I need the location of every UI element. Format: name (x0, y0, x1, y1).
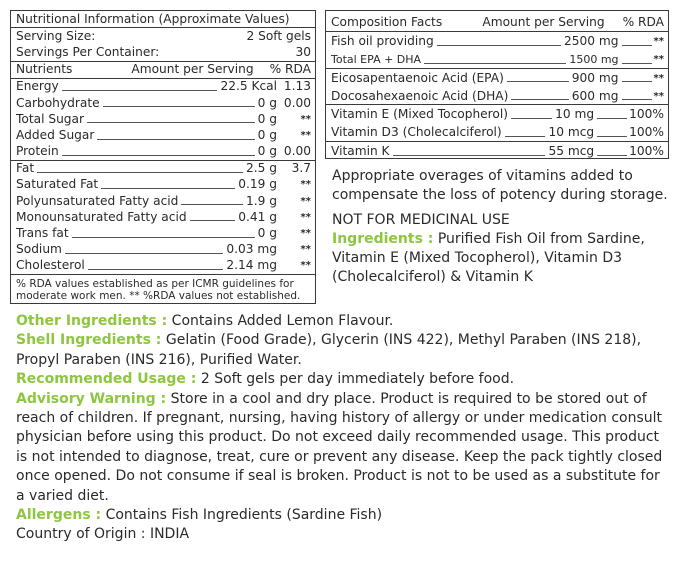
serving-size-value: 2 Soft gels (246, 28, 311, 43)
composition-title: Composition Facts (331, 15, 443, 30)
nutrient-name: Protein (16, 144, 59, 159)
nutrient-rda: 3.7 (291, 161, 311, 176)
other-ingredients-label: Other Ingredients : (16, 313, 168, 329)
country-of-origin: Country of Origin : INDIA (16, 526, 190, 543)
composition-col-amount: Amount per Serving (482, 15, 605, 30)
warning-text: Store in a cool and dry place. Product is required to be stored out of reach of children. If pregnant, nursing, having history of allergy or under medication consult physician before using this product. Do not exceed daily recommended usage. This product is not intended to diagnose, treat, cure or prevent any disease. Keep the pack tightly closed once opened. Do not consume if seal is broken. Product is not to be used as a substitute for a varied diet. (16, 390, 663, 504)
nutrition-row (11, 127, 315, 143)
nutrient-name: Added Sugar (16, 127, 95, 142)
leader-line (622, 63, 652, 64)
leader-line (437, 45, 561, 46)
nutrient-name: Sodium (16, 242, 62, 257)
leader-line (62, 155, 255, 156)
composition-rda: ** (653, 72, 664, 84)
serving-size-label: Serving Size: (16, 28, 96, 43)
warning-label: Advisory Warning : (16, 390, 167, 407)
composition-name: Total EPA + DHA (331, 53, 422, 66)
shell-ingredients-paragraph (16, 331, 668, 370)
nutrient-rda: ** (300, 228, 311, 240)
nutrition-title (11, 11, 315, 27)
nutrient-amount: 0 g (257, 95, 277, 110)
nutrition-row (11, 79, 315, 95)
composition-facts-table (325, 10, 669, 159)
allergens-paragraph (16, 506, 668, 525)
nutrient-rda: ** (300, 113, 311, 125)
composition-row (326, 69, 668, 87)
nutrient-rda: 0.00 (283, 144, 311, 159)
nutrient-name: Polyunsaturated Fatty acid (16, 193, 179, 208)
leader-line (190, 220, 236, 221)
ingredients-paragraph (332, 230, 672, 287)
servings-label: Servings Per Container: (16, 44, 160, 59)
nutrient-amount: 0 g (257, 127, 277, 142)
nutrient-amount: 22.5 Kcal (220, 79, 277, 94)
composition-amount: 10 mcg (548, 125, 595, 140)
composition-notes (332, 167, 672, 287)
warning-paragraph (16, 390, 668, 506)
nutrient-amount: 0.19 g (238, 177, 277, 192)
nutrition-row (11, 95, 315, 111)
usage-paragraph (16, 370, 668, 389)
nutrient-amount: 0 g (257, 111, 277, 126)
nutrient-name: Carbohydrate (16, 95, 100, 110)
nutrient-rda: ** (300, 129, 311, 141)
nutrition-row (11, 111, 315, 127)
shell-ingredients-label: Shell Ingredients : (16, 332, 162, 349)
leader-line (511, 118, 552, 119)
composition-rda: ** (653, 90, 664, 102)
leader-line (597, 118, 627, 119)
nutrient-name: Monounsaturated Fatty acid (16, 209, 187, 224)
composition-name: Vitamin D3 (Cholecalciferol) (331, 125, 502, 140)
leader-line (622, 81, 652, 82)
nutrient-amount: 1.9 g (246, 193, 277, 208)
composition-row (326, 32, 668, 50)
composition-header-row (326, 11, 668, 32)
nutrition-footnote: % RDA values established as per ICMR guidelines for moderate work men. ** %RDA values not established. (16, 278, 301, 302)
col-amount: Amount per Serving (131, 62, 254, 77)
servings-value: 30 (295, 44, 311, 59)
nutrient-name: Cholesterol (16, 258, 85, 273)
allergens-text: Contains Fish Ingredients (Sardine Fish) (101, 507, 383, 524)
nutrition-row (11, 193, 315, 209)
composition-amount: 55 mcg (548, 143, 595, 158)
leader-line (622, 45, 652, 46)
serving-size-row (11, 28, 315, 44)
nutrition-row (11, 144, 315, 161)
leader-line (88, 269, 224, 270)
composition-rda: ** (653, 36, 664, 48)
leader-line (97, 139, 254, 140)
composition-row (326, 142, 668, 160)
usage-text: 2 Soft gels per day immediately before food. (196, 371, 515, 388)
nutrient-name: Total Sugar (16, 111, 85, 126)
col-rda: % RDA (269, 62, 311, 77)
other-ingredients-paragraph (16, 312, 668, 331)
nutrition-title-text: Nutritional Information (Approximate Values) (16, 11, 290, 26)
leader-line (597, 136, 627, 137)
nutrient-rda: 0.00 (283, 95, 311, 110)
nutrient-name: Trans fat (16, 226, 69, 241)
leader-line (65, 253, 223, 254)
leader-line (101, 188, 235, 189)
product-details (16, 312, 668, 545)
leader-line (103, 106, 255, 107)
composition-rda: ** (653, 54, 664, 65)
composition-name: Docosahexaenoic Acid (DHA) (331, 88, 509, 103)
composition-amount: 10 mg (555, 107, 595, 122)
usage-label: Recommended Usage : (16, 371, 197, 388)
composition-row (326, 86, 668, 105)
leader-line (511, 99, 568, 100)
nutrient-rda: ** (300, 179, 311, 191)
nutrient-name: Saturated Fat (16, 177, 99, 192)
leader-line (505, 136, 546, 137)
nutrient-rda: ** (300, 211, 311, 223)
nutrition-row (11, 258, 315, 275)
ingredients-text: Purified Fish Oil from Sardine, Vitamin E (Mixed Tocopherol), Vitamin D3 (Cholecalciferol) & Vitamin K (332, 231, 645, 285)
nutrient-name: Energy (16, 79, 59, 94)
nutrient-amount: 0.41 g (238, 209, 277, 224)
composition-amount: 900 mg (571, 70, 619, 85)
nutrition-row (11, 225, 315, 241)
composition-amount: 600 mg (571, 88, 619, 103)
composition-amount: 2500 mg (564, 34, 619, 49)
leader-line (424, 63, 566, 64)
leader-line (62, 90, 218, 91)
nutrient-rda: ** (300, 244, 311, 256)
leader-line (507, 81, 569, 82)
composition-amount: 1500 mg (569, 53, 619, 66)
nutrition-facts-table (10, 10, 316, 304)
nutrient-amount: 2.5 g (246, 161, 277, 176)
nutrient-amount: 0.03 mg (226, 242, 277, 257)
shell-ingredients-text: Gelatin (Food Grade), Glycerin (INS 422), Methyl Paraben (INS 218), Propyl Paraben (INS 216), Purified Water. (16, 332, 642, 368)
nutrition-row (11, 209, 315, 225)
leader-line (87, 122, 255, 123)
nutrient-rda: 1.13 (283, 79, 311, 94)
servings-row (11, 44, 315, 60)
nutrition-row (11, 242, 315, 258)
composition-rda: 100% (629, 143, 664, 158)
composition-name: Vitamin K (331, 143, 390, 158)
nutrition-row (11, 177, 315, 193)
composition-rda: 100% (629, 107, 664, 122)
ingredients-label: Ingredients : (332, 231, 434, 247)
leader-line (181, 204, 243, 205)
leader-line (597, 155, 627, 156)
composition-name: Vitamin E (Mixed Tocopherol) (331, 107, 509, 122)
composition-row (326, 123, 668, 142)
nutrient-amount: 0 g (257, 144, 277, 159)
allergens-label: Allergens : (16, 507, 102, 524)
leader-line (622, 99, 652, 100)
nutrient-amount: 0 g (257, 226, 277, 241)
composition-col-rda: % RDA (622, 15, 664, 30)
composition-name: Fish oil providing (331, 34, 434, 49)
composition-row (326, 105, 668, 123)
nutrient-rda: ** (300, 195, 311, 207)
nutrition-row (11, 161, 315, 177)
nutrient-name: Fat (16, 161, 35, 176)
composition-row (326, 50, 668, 69)
leader-line (393, 155, 546, 156)
other-ingredients-text: Contains Added Lemon Flavour. (167, 313, 394, 329)
overages-note: Appropriate overages of vitamins added to compensate the loss of potency during storage. (332, 168, 668, 203)
not-medicinal-note: NOT FOR MEDICINAL USE (332, 212, 510, 228)
nutrient-rda: ** (300, 260, 311, 272)
leader-line (37, 172, 243, 173)
col-nutrients: Nutrients (16, 62, 73, 77)
composition-name: Eicosapentaenoic Acid (EPA) (331, 70, 504, 85)
composition-rda: 100% (629, 125, 664, 140)
nutrient-amount: 2.14 mg (226, 258, 277, 273)
nutrition-header-row (11, 62, 315, 79)
leader-line (72, 237, 255, 238)
